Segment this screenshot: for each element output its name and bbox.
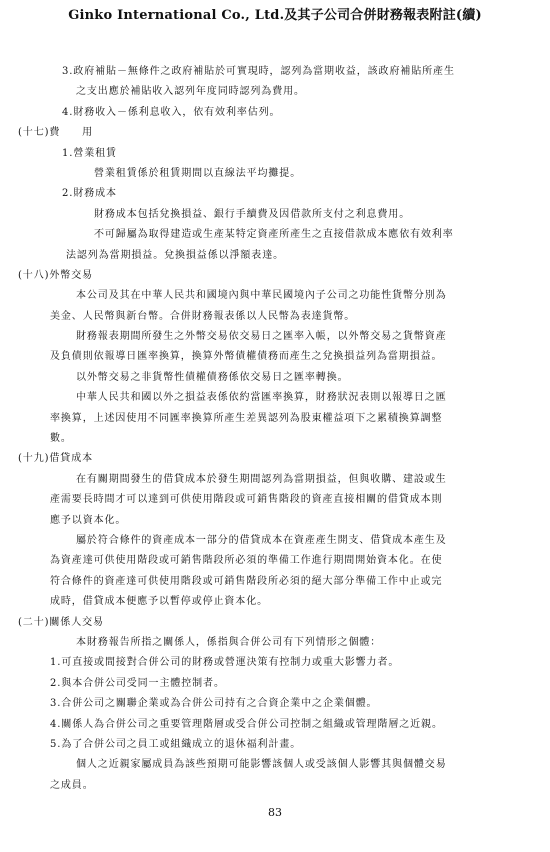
list-item: 3.合併公司之關聯企業或為合併公司持有之合資企業中之企業個體。 bbox=[50, 698, 378, 710]
text-line: 符合條件的資產達可供使用階段或可銷售階段所必須的絕大部分準備工作中止或完 bbox=[50, 575, 443, 587]
subsection-heading: 1.營業租賃 bbox=[62, 147, 117, 159]
text-line: 營業租賃係於租賃期間以直線法平均攤提。 bbox=[94, 167, 302, 179]
page-header: Ginko International Co., Ltd.及其子公司合併財務報表附註(續) bbox=[68, 8, 482, 23]
text-line: 及負債則依報導日匯率換算，換算外幣債權債務而產生之兌換損益列為當期損益。 bbox=[50, 351, 443, 363]
text-line: 本公司及其在中華人民共和國境內與中華民國境內子公司之功能性貨幣分別為 bbox=[76, 290, 447, 302]
text-line: 財務報表期間所發生之外幣交易依交易日之匯率入帳，以外幣交易之貨幣資產 bbox=[76, 331, 447, 343]
text-line: 應予以資本化。 bbox=[50, 514, 127, 526]
text-line: 3.政府補貼－無條件之政府補貼於可實現時，認列為當期收益，該政府補貼所產生 bbox=[62, 66, 455, 77]
text-line: 為資產達可供使用階段或可銷售階段所必須的準備工作進行期間開始資本化。在使 bbox=[50, 555, 443, 567]
section-heading: (十九)借貸成本 bbox=[18, 453, 94, 465]
section-heading: (十八)外幣交易 bbox=[18, 269, 94, 281]
text-line: 不可歸屬為取得建造或生產某特定資產所產生之直接借款成本應依有效利率 bbox=[94, 229, 454, 241]
document-body bbox=[0, 62, 550, 796]
text-line: 4.財務收入－係利息收入，依有效利率估列。 bbox=[62, 106, 281, 118]
subsection-heading: 2.財務成本 bbox=[62, 188, 117, 200]
section-heading: (二十)關係人交易 bbox=[18, 616, 104, 628]
text-line: 以外幣交易之非貨幣性債權債務係依交易日之匯率轉換。 bbox=[76, 371, 349, 383]
text-line: 個人之近親家屬成員為該些預期可能影響該個人或受該個人影響其與個體交易 bbox=[76, 759, 447, 771]
section-heading: (十七)費 用 bbox=[18, 127, 94, 139]
text-line: 本財務報告所指之關係人，係指與合併公司有下列情形之個體： bbox=[76, 636, 382, 648]
list-item: 5.為了合併公司之員工或組織成立的退休福利計畫。 bbox=[50, 738, 302, 750]
text-line: 財務成本包括兌換損益、銀行手續費及因借款所支付之利息費用。 bbox=[94, 208, 411, 220]
text-line: 數。 bbox=[50, 433, 72, 445]
text-line: 產需要長時間才可以達到可供使用階段或可銷售階段的資產直接相關的借貸成本則 bbox=[50, 494, 443, 506]
list-item: 1.可直接或間接對合併公司的財務或營運決策有控制力或重大影響力者。 bbox=[50, 657, 400, 669]
text-line: 在有關期間發生的借貸成本於發生期間認列為當期損益，但與收購、建設或生 bbox=[76, 473, 447, 485]
text-line: 美金、人民幣與新台幣。合併財務報表係以人民幣為表達貨幣。 bbox=[50, 310, 356, 322]
text-line: 之成員。 bbox=[50, 779, 94, 791]
text-line: 之支出應於補貼收入認列年度同時認列為費用。 bbox=[76, 86, 305, 98]
text-line: 率換算，上述因使用不同匯率換算所產生差異認列為股東權益項下之累積換算調整 bbox=[50, 412, 443, 424]
page-number: 83 bbox=[268, 806, 282, 819]
text-line: 法認列為當期損益。兌換損益係以淨額表達。 bbox=[66, 249, 284, 261]
list-item: 2.與本合併公司受同一主體控制者。 bbox=[50, 677, 225, 689]
list-item: 4.關係人為合併公司之重要管理階層或受合併公司控制之組織或管理階層之近親。 bbox=[50, 718, 443, 730]
text-line: 成時，借貸成本便應予以暫停或停止資本化。 bbox=[50, 596, 268, 608]
text-line: 中華人民共和國以外之損益表係依約當匯率換算，財務狀況表則以報導日之匯 bbox=[76, 392, 447, 404]
text-line: 屬於符合條件的資產成本一部分的借貸成本在資產產生開支、借貸成本產生及 bbox=[76, 534, 447, 546]
